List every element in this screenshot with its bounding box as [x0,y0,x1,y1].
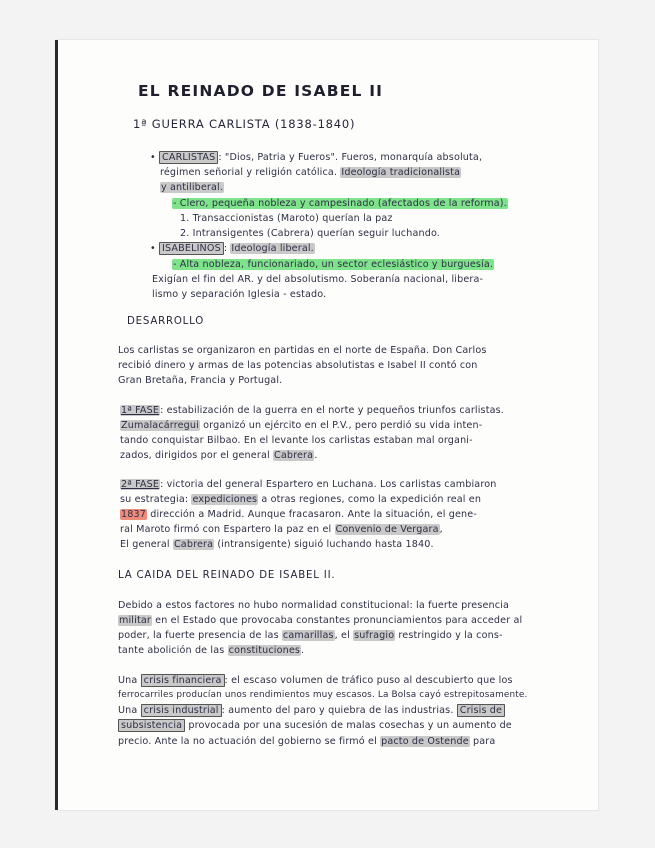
fase1-text-1: : estabilización de la guerra en el norte y pequeños triunfos carlistas. [160,405,504,416]
fase2-text-2b: a otras regiones, como la expedición real en [258,494,482,505]
caida-p2-text-3b: : aumento del paro y quiebra de las industrias. [221,705,454,716]
fase1-text-2: organizó un ejército en el P.V., pero perdió su vida inten- [199,420,483,431]
crisis-financiera: crisis financiera [141,674,225,687]
carlistas-line-3 [160,182,224,193]
expediciones: expediciones [192,494,258,505]
fase1-line-1 [120,405,504,416]
isabelinos-line: • ISABELINOS : Ideología liberal. [150,243,314,254]
carlistas-supporters [172,198,508,209]
fase2-text-3: dirección a Madrid. Aunque fracasaron. Ante la situación, el gene- [147,509,477,520]
caida-p2-text-1b: : el escaso volumen de tráfico puso al descubierto que los [224,675,513,686]
desarrollo-p1-line-1: Los carlistas se organizaron en partidas en el norte de España. Don Carlos [118,345,487,356]
caida-p2-text-3a: Una [118,705,138,716]
year-1837: 1837 [121,509,147,520]
camarillas: camarillas [282,630,334,641]
fase2-line-5 [120,539,434,550]
fase1-line-2 [120,420,482,431]
desarrollo-p1-line-3: Gran Bretaña, Francia y Portugal. [118,375,283,386]
militar: militar [119,615,151,626]
zumalacarregui: Zumalacárregui [121,420,199,431]
section-heading-guerra-carlista: 1ª GUERRA CARLISTA (1838-1840) [133,117,356,131]
fase2-text-2a: su estrategia: [120,494,189,505]
carlistas-line-2 [160,167,461,178]
convenio-de-vergara: Convenio de Vergara [335,524,439,535]
carlistas-antiliberal: y antiliberal. [161,182,224,193]
crisis-industrial: crisis industrial [141,704,222,717]
isabelinos-ideologia: Ideología liberal. [231,243,314,254]
constituciones: constituciones [228,645,301,656]
isabelinos-line-a: Exigían el fin del AR. y del absolutismo. Soberanía nacional, libera- [152,274,484,285]
caida-p1-line-2 [118,615,522,626]
desarrollo-p1-line-2: recibió dinero y armas de las potencias absolutistas e Isabel II contó con [118,360,478,371]
fase2-line-4 [120,524,443,535]
sufragio: sufragio [354,630,395,641]
fase2-text-5a: El general [120,539,170,550]
fase2-line-3 [120,509,477,520]
caida-p1-text-3b: , el [334,630,350,641]
fase2-line-2 [120,494,481,505]
caida-p1-text-3c: restringido y la cons- [395,630,503,641]
carlistas-regimen: régimen señorial y religión católica. [160,167,338,178]
isabelinos-green-highlight: - Alta nobleza, funcionariado, un sector eclesiástico y burguesía. [173,259,494,270]
caida-p1-text-2: en el Estado que provocaba constantes pronunciamientos para acceder al [151,615,523,626]
carlistas-motto: : "Dios, Patria y Fueros". Fueros, monarquía absoluta, [218,152,483,163]
caida-p1-text-4a: tante abolición de las [118,645,225,656]
caida-p2-text-5a: precio. Ante la no actuación del gobierno se firmó el [118,736,377,747]
fase2-comma: , [439,524,443,535]
carlistas-line-1: • CARLISTAS : "Dios, Patria y Fueros". Fueros, monarquía absoluta, [150,152,483,163]
crisis-de: Crisis de [457,704,505,717]
caida-p2-text-5b: para [469,736,496,747]
caida-p1-text-3a: poder, la fuerte presencia de las [118,630,279,641]
fase2-text-4a: ral Maroto firmó con Espartero la paz en el [120,524,332,535]
fase2-text-5b: (intransigente) siguió luchando hasta 1840. [214,539,434,550]
caida-p2-text-1a: Una [118,675,138,686]
fase1-line-3: tando conquistar Bilbao. En el levante los carlistas estaban mal organi- [120,435,473,446]
isabelinos-line-b: lismo y separación Iglesia - estado. [152,289,327,300]
carlistas-sub-2: 2. Intransigentes (Cabrera) querían seguir luchando. [180,228,441,239]
carlistas-sub-1: 1. Transaccionistas (Maroto) querían la paz [180,213,393,224]
caida-p2-line-1 [118,675,513,686]
fase2-text-1: : victoria del general Espartero en Luchana. Los carlistas cambiaron [160,479,497,490]
caida-p1-line-1: Debido a estos factores no hubo normalidad constitucional: la fuerte presencia [118,600,510,611]
caida-p2-line-4 [118,720,512,731]
isabelinos-label: ISABELINOS [159,242,224,255]
fase1-dot: . [314,450,318,461]
fase1-text-4: zados, dirigidos por el general [120,450,270,461]
caida-p2-line-3 [118,705,505,716]
page-title: EL REINADO DE ISABEL II [138,82,384,100]
caida-p2-line-5 [118,736,495,747]
caida-p2-line-2: ferrocarriles producían unos rendimientos muy escasos. La Bolsa cayó estrepitosamente. [118,690,528,700]
cabrera: Cabrera [274,450,314,461]
fase2-label: 2ª FASE [121,479,160,490]
caida-p1-line-4 [118,645,304,656]
caida-p1-dot: . [301,645,305,656]
cabrera-2: Cabrera [173,539,214,550]
section-heading-caida: LA CAIDA DEL REINADO DE ISABEL II. [118,570,336,581]
caida-p2-text-4b: provocada por una sucesión de malas cosechas y un aumento de [185,720,512,731]
carlistas-ideologia: Ideología tradicionalista [341,167,461,178]
isabelinos-sep: : [223,243,228,254]
isabelinos-supporters [172,259,494,270]
fase2-line-1 [120,479,496,490]
fase1-line-4 [120,450,317,461]
subsistencia: subsistencia [118,719,185,732]
section-heading-desarrollo: DESARROLLO [127,316,205,327]
carlistas-green-highlight: - Clero, pequeña nobleza y campesinado (afectados de la reforma). [173,198,507,209]
pacto-de-ostende: pacto de Ostende [381,736,469,747]
caida-p1-line-3 [118,630,503,641]
carlistas-label: CARLISTAS [159,151,218,164]
fase1-label: 1ª FASE [121,405,160,416]
